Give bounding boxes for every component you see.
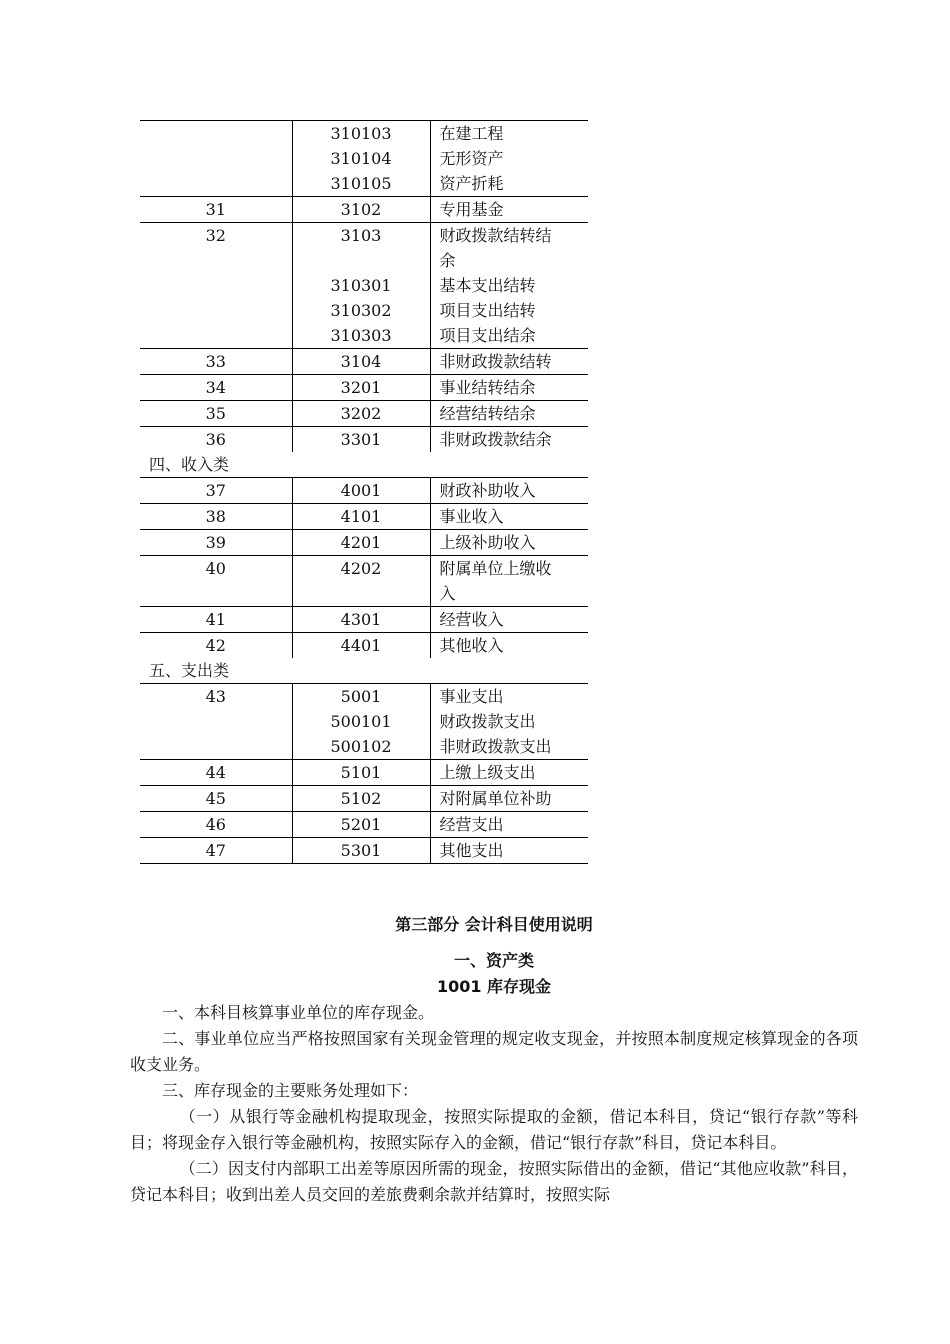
- row-number: [140, 349, 292, 375]
- account-name: 上级补助收入: [439, 533, 536, 552]
- row-number: [140, 812, 292, 838]
- account-name: 附属单位上缴收: [439, 559, 552, 578]
- row-number: [140, 633, 292, 659]
- account-code-cell: [292, 121, 430, 197]
- row-number-text: 46: [205, 815, 226, 834]
- account-name-cell: [430, 633, 588, 659]
- table-row: [140, 812, 588, 838]
- body-paragraph: 二、事业单位应当严格按照国家有关现金管理的规定收支现金，并按照本制度规定核算现金的各项收支业务。: [130, 1029, 858, 1074]
- row-number-text: 40: [205, 559, 226, 578]
- row-number: [140, 556, 292, 607]
- account-name-cell: [430, 478, 588, 504]
- row-number-text: 45: [205, 789, 226, 808]
- account-code: [293, 248, 430, 273]
- account-name: 事业结转结余: [439, 378, 536, 397]
- account-name: 事业收入: [439, 507, 504, 526]
- account-name: 无形资产: [439, 149, 504, 168]
- row-number: [140, 760, 292, 786]
- account-code: 310104: [330, 149, 392, 168]
- account-name: 其他收入: [439, 636, 504, 655]
- account-code: 500102: [330, 737, 392, 756]
- account-code: 3201: [340, 378, 382, 397]
- body-paragraph: 一、本科目核算事业单位的库存现金。: [162, 1003, 435, 1022]
- account-name: 财政补助收入: [439, 481, 536, 500]
- table-row: [140, 427, 588, 453]
- table-row: [140, 684, 588, 760]
- account-code: 5301: [340, 841, 382, 860]
- account-code: [293, 581, 430, 606]
- category-title: 一、资产类: [453, 951, 534, 970]
- account-name: 专用基金: [439, 200, 504, 219]
- table-row: [140, 223, 588, 349]
- account-name: 其他支出: [439, 841, 504, 860]
- account-name: 财政拨款支出: [439, 712, 536, 731]
- account-title: 1001 库存现金: [436, 977, 552, 996]
- body-paragraph: （二）因支付内部职工出差等原因所需的现金，按照实际借出的金额，借记“其他应收款”科目，贷记本科目；收到出差人员交回的差旅费剩余款并结算时，按照实际: [130, 1159, 858, 1204]
- account-code: 4401: [340, 636, 382, 655]
- account-name: 在建工程: [439, 124, 504, 143]
- row-number-text: 36: [205, 430, 226, 449]
- row-number: [140, 223, 292, 349]
- account-code: 4301: [340, 610, 382, 629]
- account-code-cell: [292, 786, 430, 812]
- table-row: [140, 349, 588, 375]
- row-number: [140, 375, 292, 401]
- account-name-cell: [430, 349, 588, 375]
- account-code: 500101: [330, 712, 392, 731]
- table-row: [140, 786, 588, 812]
- row-number-text: [140, 121, 292, 146]
- row-number-text: 33: [205, 352, 226, 371]
- account-code: 310301: [330, 276, 392, 295]
- table-row: [140, 504, 588, 530]
- table-row: [140, 760, 588, 786]
- account-name: 资产折耗: [439, 174, 504, 193]
- account-name-cell: [430, 197, 588, 223]
- account-description: [130, 912, 858, 1208]
- account-name: 上缴上级支出: [439, 763, 536, 782]
- account-code: 310303: [330, 326, 392, 345]
- table-row: [140, 121, 588, 197]
- row-number-text: 44: [205, 763, 226, 782]
- table-body: [140, 121, 588, 864]
- account-code: 5001: [340, 687, 382, 706]
- account-name-cell: [430, 684, 588, 760]
- table-row: [140, 401, 588, 427]
- account-code-cell: [292, 504, 430, 530]
- account-code-cell: [292, 349, 430, 375]
- account-code: 3104: [340, 352, 382, 371]
- account-code: 3102: [340, 200, 382, 219]
- account-name-cell: [430, 556, 588, 607]
- account-code: 310302: [330, 301, 392, 320]
- account-name: 余: [439, 251, 456, 270]
- account-name: 经营结转结余: [439, 404, 536, 423]
- account-name: 经营支出: [439, 815, 504, 834]
- table-row: [140, 556, 588, 607]
- account-code-cell: [292, 401, 430, 427]
- table-row: [140, 197, 588, 223]
- account-name: 对附属单位补助: [439, 789, 552, 808]
- section-title: 第三部分 会计科目使用说明: [395, 915, 593, 934]
- table-row: [140, 375, 588, 401]
- account-name-cell: [430, 121, 588, 197]
- account-code: 4202: [340, 559, 382, 578]
- body-paragraph: 三、库存现金的主要账务处理如下：: [162, 1081, 419, 1100]
- row-number-text: 34: [205, 378, 226, 397]
- account-name: 非财政拨款结余: [439, 430, 552, 449]
- row-number-text: 43: [205, 687, 226, 706]
- account-name-cell: [430, 760, 588, 786]
- row-number: [140, 838, 292, 864]
- account-code-cell: [292, 633, 430, 659]
- account-code: 4001: [340, 481, 382, 500]
- account-name: 项目支出结转: [439, 301, 536, 320]
- account-code-cell: [292, 375, 430, 401]
- account-code-cell: [292, 197, 430, 223]
- account-name-cell: [430, 530, 588, 556]
- body-paragraph: （一）从银行等金融机构提取现金，按照实际提取的金额，借记本科目，贷记“银行存款”等科目；将现金存入银行等金融机构，按照实际存入的金额，借记“银行存款”科目，贷记本科目。: [130, 1107, 858, 1152]
- row-number: [140, 121, 292, 197]
- row-number: [140, 427, 292, 453]
- account-name: 财政拨款结转结: [439, 226, 552, 245]
- account-code-cell: [292, 530, 430, 556]
- account-code: 5101: [340, 763, 382, 782]
- account-name-cell: [430, 375, 588, 401]
- account-code-cell: [292, 427, 430, 453]
- row-number-text: 31: [205, 200, 226, 219]
- category-row: [140, 452, 588, 478]
- account-name-cell: [430, 504, 588, 530]
- account-code-cell: [292, 684, 430, 760]
- row-number: [140, 684, 292, 760]
- account-code-cell: [292, 478, 430, 504]
- account-name: 非财政拨款结转: [439, 352, 552, 371]
- table-row: [140, 530, 588, 556]
- row-number-text: 38: [205, 507, 226, 526]
- account-code: 3202: [340, 404, 382, 423]
- account-name: 入: [439, 584, 456, 603]
- account-name: 非财政拨款支出: [439, 737, 552, 756]
- row-number-text: 37: [205, 481, 226, 500]
- account-name-cell: [430, 812, 588, 838]
- table-row: [140, 478, 588, 504]
- row-number-text: 47: [205, 841, 226, 860]
- account-code: 4201: [340, 533, 382, 552]
- account-code: 310105: [330, 174, 392, 193]
- row-number: [140, 786, 292, 812]
- row-number: [140, 197, 292, 223]
- row-number: [140, 504, 292, 530]
- account-name-cell: [430, 838, 588, 864]
- account-code: 5201: [340, 815, 382, 834]
- account-code-cell: [292, 607, 430, 633]
- row-number: [140, 530, 292, 556]
- account-code-cell: [292, 812, 430, 838]
- account-name: 项目支出结余: [439, 326, 536, 345]
- accounts-table: [140, 120, 588, 864]
- account-code: 3103: [340, 226, 382, 245]
- table-row: [140, 607, 588, 633]
- paragraphs: [130, 1000, 858, 1208]
- account-code-cell: [292, 223, 430, 349]
- row-number: [140, 607, 292, 633]
- account-code: 5102: [340, 789, 382, 808]
- account-name-cell: [430, 786, 588, 812]
- account-code-cell: [292, 838, 430, 864]
- account-name: 基本支出结转: [439, 276, 536, 295]
- account-name: 事业支出: [439, 687, 504, 706]
- row-number-text: 42: [205, 636, 226, 655]
- category-label: 五、支出类: [149, 661, 230, 680]
- account-name-cell: [430, 223, 588, 349]
- row-number: [140, 478, 292, 504]
- row-number-text: 32: [205, 226, 226, 245]
- category-row: [140, 658, 588, 684]
- row-number-text: 35: [205, 404, 226, 423]
- account-code: 4101: [340, 507, 382, 526]
- category-label: 四、收入类: [149, 455, 230, 474]
- account-name: 经营收入: [439, 610, 504, 629]
- account-code-cell: [292, 760, 430, 786]
- row-number-text: 39: [205, 533, 226, 552]
- account-code-cell: [292, 556, 430, 607]
- row-number-text: 41: [205, 610, 226, 629]
- account-code: 3301: [340, 430, 382, 449]
- account-name-cell: [430, 607, 588, 633]
- account-name-cell: [430, 401, 588, 427]
- table-row: [140, 633, 588, 659]
- row-number: [140, 401, 292, 427]
- account-code: 310103: [330, 124, 392, 143]
- account-name-cell: [430, 427, 588, 453]
- table-row: [140, 838, 588, 864]
